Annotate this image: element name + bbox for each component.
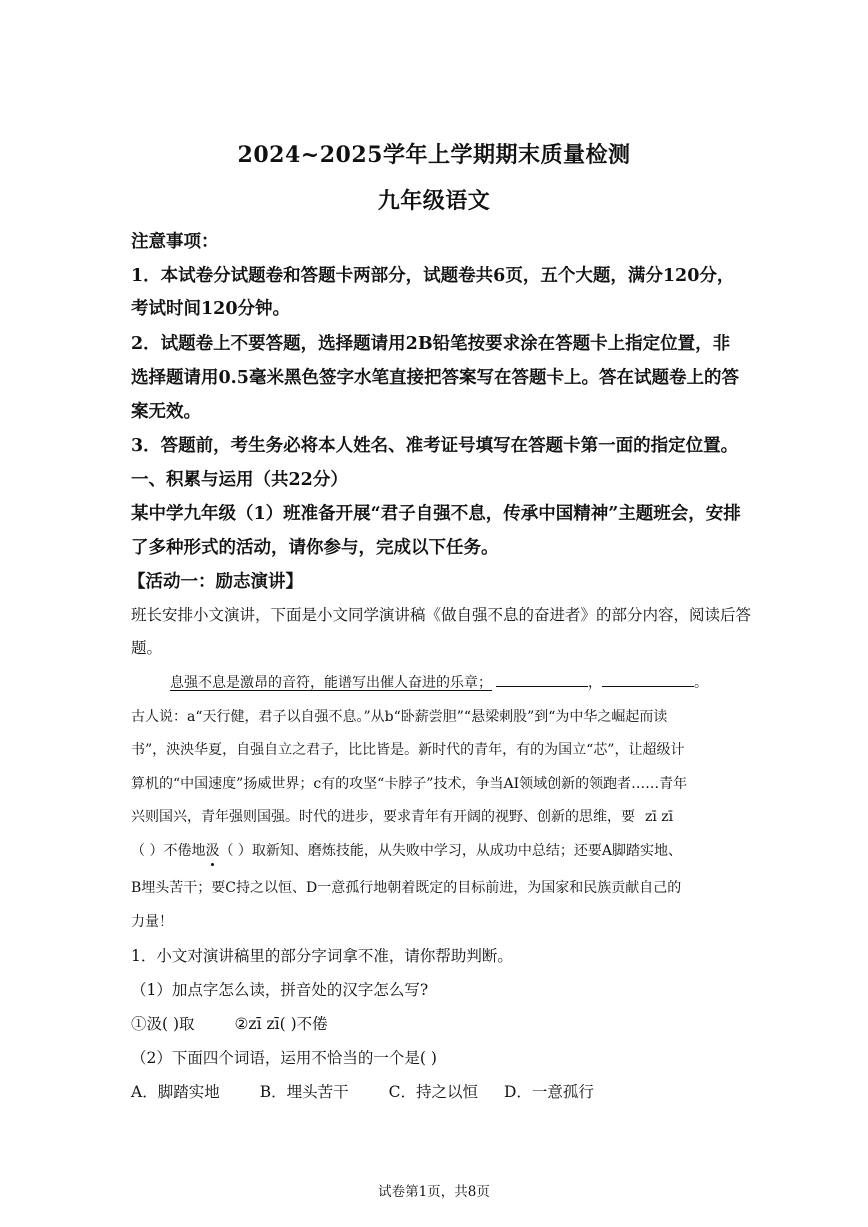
question-1-part-2: （2）下面四个词语，运用不恰当的一个是( ) xyxy=(131,1049,437,1067)
question-1: 1．小文对演讲稿里的部分字词拿不准，请你帮助判断。 xyxy=(131,947,513,965)
notice-item-2-line-1: 2．试题卷上不要答题，选择题请用2B铅笔按要求涂在答题卡上指定位置，非 xyxy=(131,334,731,354)
section-1-heading: 一、积累与运用（共22分） xyxy=(131,470,348,490)
answer-blank-2 xyxy=(602,672,694,687)
speech-line-6 xyxy=(131,840,682,860)
speech-line-6-rest: （ ）取新知、磨炼技能，从失败中学习，从成功中总结；还要A脚踏实地、 xyxy=(219,843,683,859)
speech-line-3: 书”，泱泱华夏，自强自立之君子，比比皆是。新时代的青年，有的为国立“芯”，让超级计 xyxy=(131,742,685,758)
section-1-intro-line-2: 了多种形式的活动，请你参与，完成以下任务。 xyxy=(131,538,499,558)
lead-line-1: 班长安排小文演讲，下面是小文同学演讲稿《做自强不息的奋进者》的部分内容，阅读后答 xyxy=(131,606,752,624)
answer-item-b: ②zī zī( )不倦 xyxy=(234,1015,328,1033)
section-1-intro-line-1: 某中学九年级（1）班准备开展“君子自强不息，传承中国精神”主题班会，安排 xyxy=(131,504,741,524)
page-footer: 试卷第1页，共8页 xyxy=(378,1184,490,1200)
activity-heading: 【活动一：励志演讲】 xyxy=(128,572,303,592)
notice-heading: 注意事项： xyxy=(131,232,219,252)
speech-line-5-text: 兴则国兴，青年强则国强。时代的进步，要求青年有开阔的视野、创新的思维，要 xyxy=(131,809,635,825)
answer-item-a: ①汲( )取 xyxy=(131,1015,195,1033)
dotted-character: 汲 xyxy=(205,840,219,860)
notice-item-1-line-2: 考试时间120分钟。 xyxy=(131,299,291,319)
speech-line-8: 力量！ xyxy=(131,914,173,930)
pinyin-prompt: zī zī xyxy=(645,809,674,825)
option-c: C．持之以恒 xyxy=(388,1083,478,1101)
answer-blank-1 xyxy=(496,672,588,687)
option-a: A．脚踏实地 xyxy=(131,1083,220,1101)
notice-item-1-line-1: 1．本试卷分试题卷和答题卡两部分，试题卷共6页，五个大题，满分120分， xyxy=(131,266,735,286)
choice-options xyxy=(131,1080,594,1102)
notice-item-2-line-2: 选择题请用0.5毫米黑色签字水笔直接把答案写在答题卡上。答在试题卷上的答 xyxy=(131,368,739,388)
speech-line-2: 古人说：a“天行健，君子以自强不息。”从b“卧薪尝胆”“悬梁刺股”到“为中华之崛起而读 xyxy=(131,709,668,725)
question-1-part-1: （1）加点字怎么读，拼音处的汉字怎么写? xyxy=(131,981,429,999)
speech-line-4: 算机的“中国速度”扬威世界；c有的攻坚“卡脖子”技术，争当AI领域创新的领跑者……青年 xyxy=(131,776,688,792)
notice-item-3: 3．答题前，考生务必将本人姓名、准考证号填写在答题卡第一面的指定位置。 xyxy=(131,436,739,456)
speech-line-1 xyxy=(170,672,708,692)
speech-line-6-start: （ ）不倦地 xyxy=(131,843,206,859)
lead-line-2: 题。 xyxy=(131,639,163,657)
exam-subtitle: 九年级语文 xyxy=(377,188,491,214)
option-b: B．埋头苦干 xyxy=(259,1083,349,1101)
speech-line-7: B埋头苦干；要C持之以恒、D一意孤行地朝着既定的目标前进，为国家和民族贡献自己的 xyxy=(131,880,682,896)
notice-item-2-line-3: 案无效。 xyxy=(131,402,201,422)
speech-end-mark: 。 xyxy=(694,675,708,691)
speech-underlined-sentence: 息强不息是激昂的音符，能谱写出催人奋进的乐章； xyxy=(170,675,492,691)
exam-title: 2024~2025学年上学期期末质量检测 xyxy=(237,142,631,168)
option-d: D．一意孤行 xyxy=(503,1083,594,1101)
speech-separator: ， xyxy=(588,675,602,691)
question-1-part-1-answers xyxy=(131,1012,328,1034)
speech-line-5 xyxy=(131,806,673,826)
